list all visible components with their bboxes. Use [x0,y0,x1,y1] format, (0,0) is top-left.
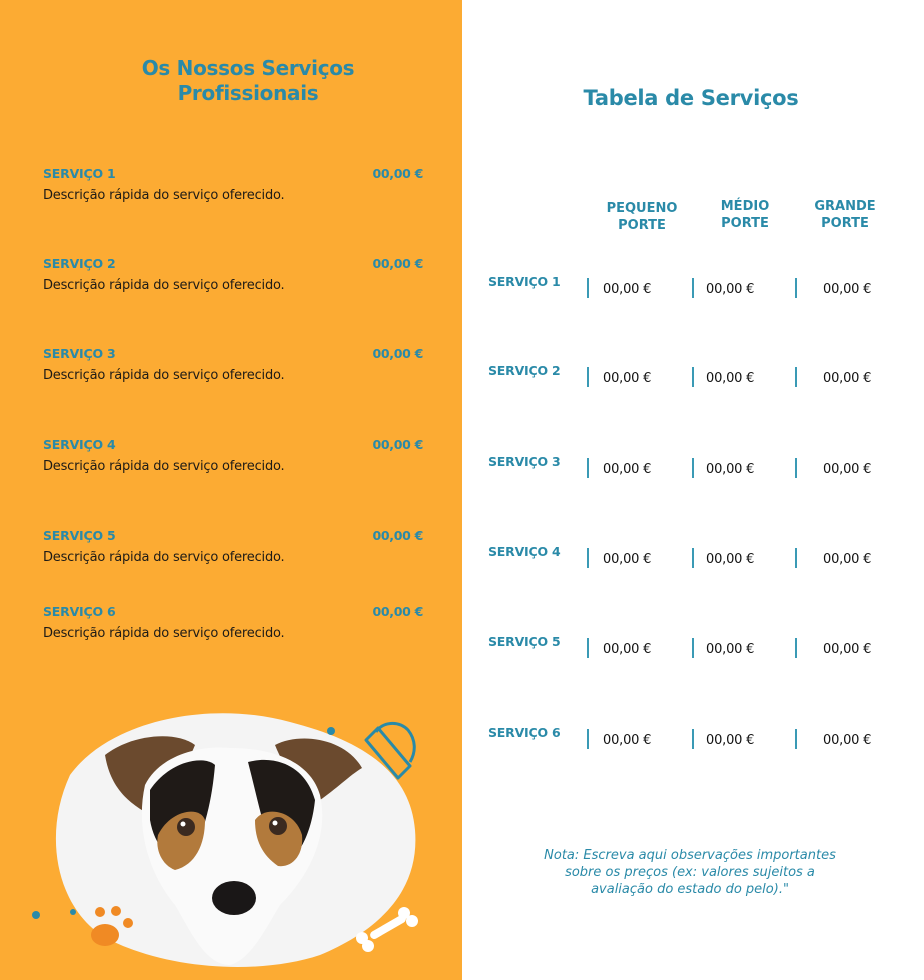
dog-eye-right [269,817,287,835]
price-cell: 00,00 € [706,282,755,297]
row-service-name: SERVIÇO 3 [488,454,561,469]
service-name: SERVIÇO 4 [43,437,116,452]
service-price: 00,00 € [372,256,423,271]
column-divider [692,729,694,749]
price-cell: 00,00 € [823,733,872,748]
price-cell: 00,00 € [603,462,652,477]
column-divider [692,458,694,478]
table-row [488,454,888,484]
column-header-large [800,198,890,232]
price-cell: 00,00 € [823,462,872,477]
price-cell: 00,00 € [603,733,652,748]
dog-eye-left [177,818,195,836]
teal-dot [327,727,335,735]
price-cell: 00,00 € [706,642,755,657]
price-cell: 00,00 € [823,642,872,657]
column-divider [795,729,797,749]
price-cell: 00,00 € [706,462,755,477]
dog-nose [212,881,256,915]
service-description: Descrição rápida do serviço oferecido. [43,550,285,565]
column-header-line2: PORTE [721,216,769,231]
row-service-name: SERVIÇO 4 [488,544,561,559]
column-divider [692,548,694,568]
row-service-name: SERVIÇO 2 [488,363,561,378]
price-cell: 00,00 € [823,552,872,567]
right-panel [462,0,924,980]
column-divider [587,729,589,749]
column-divider [795,458,797,478]
table-row [488,363,888,393]
price-note [530,847,850,898]
service-description: Descrição rápida do serviço oferecido. [43,626,285,641]
price-cell: 00,00 € [706,552,755,567]
column-divider [587,458,589,478]
service-price: 00,00 € [372,166,423,181]
column-divider [795,548,797,568]
row-service-name: SERVIÇO 5 [488,634,561,649]
column-divider [587,367,589,387]
column-divider [795,367,797,387]
column-divider [587,548,589,568]
row-service-name: SERVIÇO 1 [488,274,561,289]
service-description: Descrição rápida do serviço oferecido. [43,459,285,474]
column-header-line2: PORTE [618,218,666,233]
note-line: avaliação do estado do pelo)." [591,882,789,897]
price-cell: 00,00 € [603,371,652,386]
table-row [488,544,888,574]
table-row [488,274,888,304]
service-name: SERVIÇO 2 [43,256,116,271]
service-price: 00,00 € [372,437,423,452]
column-divider [692,638,694,658]
teal-dot [32,911,40,919]
column-header-line1: MÉDIO [720,199,770,214]
price-cell: 00,00 € [603,552,652,567]
column-header-line1: GRANDE [814,199,876,214]
column-header-medium [700,198,790,232]
service-description: Descrição rápida do serviço oferecido. [43,368,285,383]
note-line: Nota: Escreva aqui observações importantes [544,848,836,863]
column-header-line1: PEQUENO [606,201,678,216]
service-name: SERVIÇO 1 [43,166,116,181]
note-line: sobre os preços (ex: valores sujeitos a [565,865,815,880]
price-cell: 00,00 € [823,282,872,297]
service-name: SERVIÇO 6 [43,604,116,619]
table-row [488,725,888,755]
decorative-artwork [0,690,462,980]
service-price: 00,00 € [372,528,423,543]
services-title-line2: Profissionais [177,81,319,105]
price-cell: 00,00 € [603,282,652,297]
teal-dot [70,909,76,915]
service-price: 00,00 € [372,604,423,619]
service-price: 00,00 € [372,346,423,361]
service-description: Descrição rápida do serviço oferecido. [43,188,285,203]
services-title [100,56,396,106]
column-divider [692,278,694,298]
column-divider [587,638,589,658]
column-header-line2: PORTE [821,216,869,231]
column-divider [795,278,797,298]
price-cell: 00,00 € [706,733,755,748]
column-divider [587,278,589,298]
column-divider [795,638,797,658]
price-table-title: Tabela de Serviços [583,86,799,110]
column-divider [692,367,694,387]
price-cell: 00,00 € [706,371,755,386]
column-header-small [597,200,687,234]
service-description: Descrição rápida do serviço oferecido. [43,278,285,293]
service-name: SERVIÇO 5 [43,528,116,543]
services-title-line1: Os Nossos Serviços [141,56,355,80]
service-name: SERVIÇO 3 [43,346,116,361]
price-cell: 00,00 € [603,642,652,657]
row-service-name: SERVIÇO 6 [488,725,561,740]
table-row [488,634,888,664]
price-cell: 00,00 € [823,371,872,386]
